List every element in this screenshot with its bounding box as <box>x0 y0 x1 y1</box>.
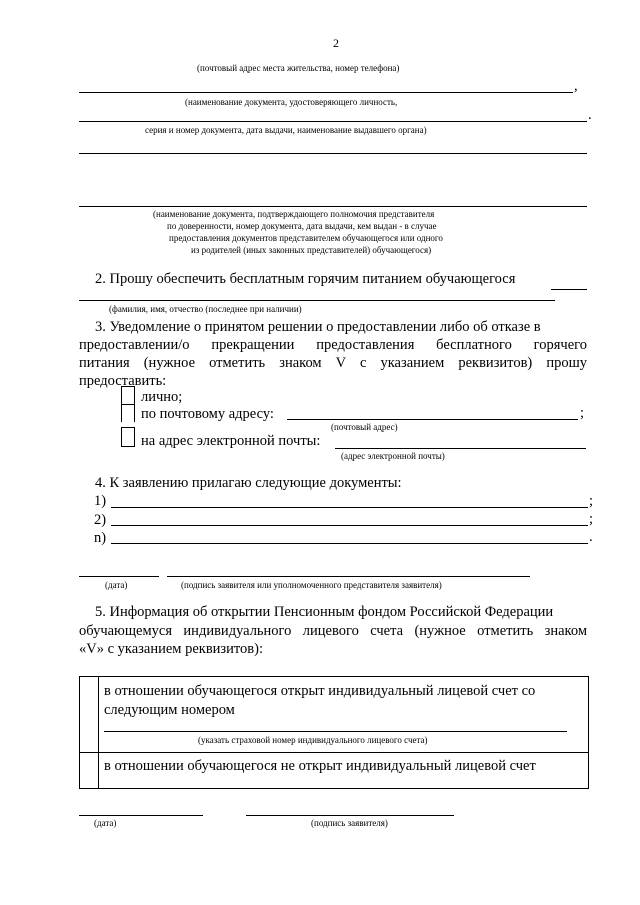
caption-postal: (почтовый адрес) <box>331 422 398 432</box>
section4-text: 4. К заявлению прилагаю следующие документы: <box>95 475 402 491</box>
input-line-email[interactable] <box>335 448 586 449</box>
semicolon-mark: ; <box>580 405 585 421</box>
period-mark: . <box>588 107 592 123</box>
caption-date-2: (дата) <box>94 818 117 828</box>
input-line-signature-1[interactable] <box>167 576 530 577</box>
page-number: 2 <box>333 36 339 50</box>
input-line-date-1[interactable] <box>79 576 159 577</box>
table-row-opened-text: в отношении обучающегося открыт индивидуальный лицевой счет со следующим номером <box>104 683 536 718</box>
input-line-doc-1[interactable] <box>111 507 588 508</box>
section3-line4: предоставить: <box>79 373 167 389</box>
input-line-rep-doc[interactable] <box>79 206 587 207</box>
caption-rep-doc-1: (наименование документа, подтверждающего полномочия представителя <box>153 209 435 219</box>
caption-doc-series: серия и номер документа, дата выдачи, наименование выдавшего органа) <box>145 125 427 135</box>
table-row-divider <box>79 752 588 753</box>
caption-email: (адрес электронной почты) <box>341 451 445 461</box>
option-email-label: на адрес электронной почты: <box>141 433 321 449</box>
caption-postal-address: (почтовый адрес места жительства, номер телефона) <box>197 63 400 73</box>
caption-snils: (указать страховой номер индивидуального лицевого счета) <box>198 735 428 745</box>
section3-line2: предоставлении/о прекращении предоставления бесплатного горячего <box>79 337 587 353</box>
input-line-identity[interactable] <box>79 92 573 93</box>
checkbox-account-opened[interactable] <box>81 678 96 750</box>
caption-signature-1: (подпись заявителя или уполномоченного представителя заявителя) <box>181 580 442 590</box>
input-line-snils[interactable] <box>104 731 567 732</box>
input-line-signature-2[interactable] <box>246 815 454 816</box>
semicolon-mark: ; <box>589 511 594 527</box>
table-row-not-opened-text: в отношении обучающегося не открыт индивидуальный лицевой счет <box>104 758 536 774</box>
input-line-doc-series[interactable] <box>79 121 587 122</box>
comma-mark: , <box>574 78 578 94</box>
checkbox-postal[interactable] <box>121 404 135 422</box>
caption-signature-2: (подпись заявителя) <box>311 818 388 828</box>
period-mark: . <box>589 529 593 545</box>
caption-identity-doc: (наименование документа, удостоверяющего личность, <box>185 97 398 107</box>
doc-item-2-label: 2) <box>94 512 107 528</box>
semicolon-mark: ; <box>589 493 594 509</box>
input-line-extra[interactable] <box>79 153 587 154</box>
doc-item-n-label: n) <box>94 530 107 546</box>
input-line-doc-2[interactable] <box>111 525 588 526</box>
doc-item-1-label: 1) <box>94 493 107 509</box>
option-postal-label: по почтовому адресу: <box>141 406 274 422</box>
caption-rep-doc-4: из родителей (иных законных представителей) обучающегося) <box>191 245 432 255</box>
section5-line3: «V» с указанием реквизитов): <box>79 641 264 657</box>
section2-text: 2. Прошу обеспечить бесплатным горячим питанием обучающегося <box>95 271 516 287</box>
checkbox-email[interactable] <box>121 427 135 447</box>
input-line-postal[interactable] <box>287 419 578 420</box>
caption-rep-doc-3: предоставления документов представителем обучающегося или одного <box>169 233 443 243</box>
section3-line1: 3. Уведомление о принятом решении о предоставлении либо об отказе в <box>95 319 541 335</box>
checkbox-account-not-opened[interactable] <box>81 755 96 785</box>
caption-date-1: (дата) <box>105 580 128 590</box>
input-line-doc-n[interactable] <box>111 543 588 544</box>
table-checkbox-column-divider <box>98 676 99 788</box>
option-personal-label: лично; <box>141 389 183 405</box>
section5-line2: обучающемуся индивидуального лицевого счета (нужное отметить знаком <box>79 623 587 639</box>
input-line-date-2[interactable] <box>79 815 203 816</box>
section5-line1: 5. Информация об открытии Пенсионным фондом Российской Федерации <box>95 604 554 620</box>
input-line-student-name[interactable] <box>79 300 555 301</box>
section3-line3: питания (нужное отметить знаком V с указанием реквизитов) прошу <box>79 355 587 371</box>
input-line-student-short[interactable] <box>551 289 587 290</box>
caption-rep-doc-2: по доверенности, номер документа, дата выдачи, кем выдан - в случае <box>167 221 437 231</box>
checkbox-personal[interactable] <box>121 386 135 404</box>
caption-fio: (фамилия, имя, отчество (последнее при наличии) <box>109 304 302 314</box>
